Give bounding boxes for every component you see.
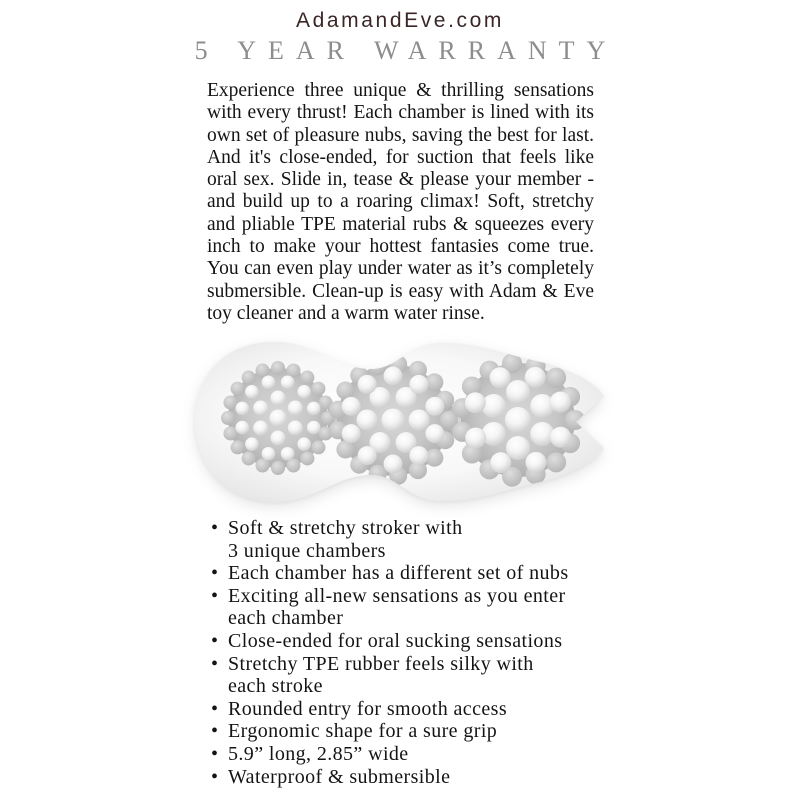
product-description xyxy=(207,80,594,325)
description-line: oral sex. Slide in, tease & please your member - xyxy=(207,169,594,191)
stroker-diagram-svg xyxy=(188,330,612,514)
feature-text-line: Ergonomic shape for a sure grip xyxy=(228,720,498,743)
product-illustration-stroker-cross-section xyxy=(188,330,612,514)
stroker-cavity-chambers xyxy=(221,353,585,486)
feature-text-line: 3 unique chambers xyxy=(228,539,386,562)
description-line: inch to make your hottest fantasies come true. xyxy=(207,236,594,258)
feature-item xyxy=(211,698,611,721)
feature-item xyxy=(211,517,611,562)
description-line: Experience three unique & thrilling sensations xyxy=(207,80,594,101)
feature-item xyxy=(211,720,611,743)
bullet-icon: • xyxy=(211,562,219,585)
feature-text-line: each stroke xyxy=(228,675,323,698)
feature-text-line: Close-ended for oral sucking sensations xyxy=(228,629,563,652)
bullet-icon: • xyxy=(211,697,219,720)
description-line: own set of pleasure nubs, saving the best for last. xyxy=(207,124,594,146)
description-line: And it's close-ended, for suction that feels like xyxy=(207,146,594,168)
feature-text-line: 5.9” long, 2.85” wide xyxy=(228,742,409,765)
site-title: AdamandEve.com xyxy=(296,9,504,32)
feature-text-line: Soft & stretchy stroker with xyxy=(228,517,463,539)
bullet-icon: • xyxy=(211,584,219,607)
feature-item xyxy=(211,562,611,585)
feature-text-line: Stretchy TPE rubber feels silky with xyxy=(228,652,534,675)
feature-list xyxy=(211,517,611,788)
feature-item xyxy=(211,585,611,630)
bullet-icon: • xyxy=(211,742,219,765)
bullet-icon: • xyxy=(211,720,219,743)
bullet-icon: • xyxy=(211,517,219,539)
description-line: with every thrust! Each chamber is lined with its xyxy=(207,102,594,124)
feature-item xyxy=(211,766,611,789)
feature-item xyxy=(211,743,611,766)
description-line: and pliable TPE material rubs & squeezes every xyxy=(207,213,594,235)
feature-item xyxy=(211,630,611,653)
description-line: toy cleaner and a warm water rinse. xyxy=(207,302,485,324)
feature-item xyxy=(211,653,611,698)
description-line: submersible. Clean-up is easy with Adam & Eve xyxy=(207,280,594,302)
feature-text-line: Exciting all-new sensations as you enter xyxy=(228,584,566,607)
warranty-heading: 5 YEAR WARRANTY xyxy=(194,36,618,65)
description-line: and build up to a roaring climax! Soft, stretchy xyxy=(207,191,594,213)
bullet-icon: • xyxy=(211,652,219,675)
feature-text-line: Waterproof & submersible xyxy=(228,765,451,788)
bullet-icon: • xyxy=(211,765,219,788)
feature-text-line: each chamber xyxy=(228,607,344,630)
description-line: You can even play under water as it’s completely xyxy=(207,258,594,280)
feature-text-line: Rounded entry for smooth access xyxy=(228,697,508,720)
feature-text-line: Each chamber has a different set of nubs xyxy=(228,562,569,585)
bullet-icon: • xyxy=(211,629,219,652)
